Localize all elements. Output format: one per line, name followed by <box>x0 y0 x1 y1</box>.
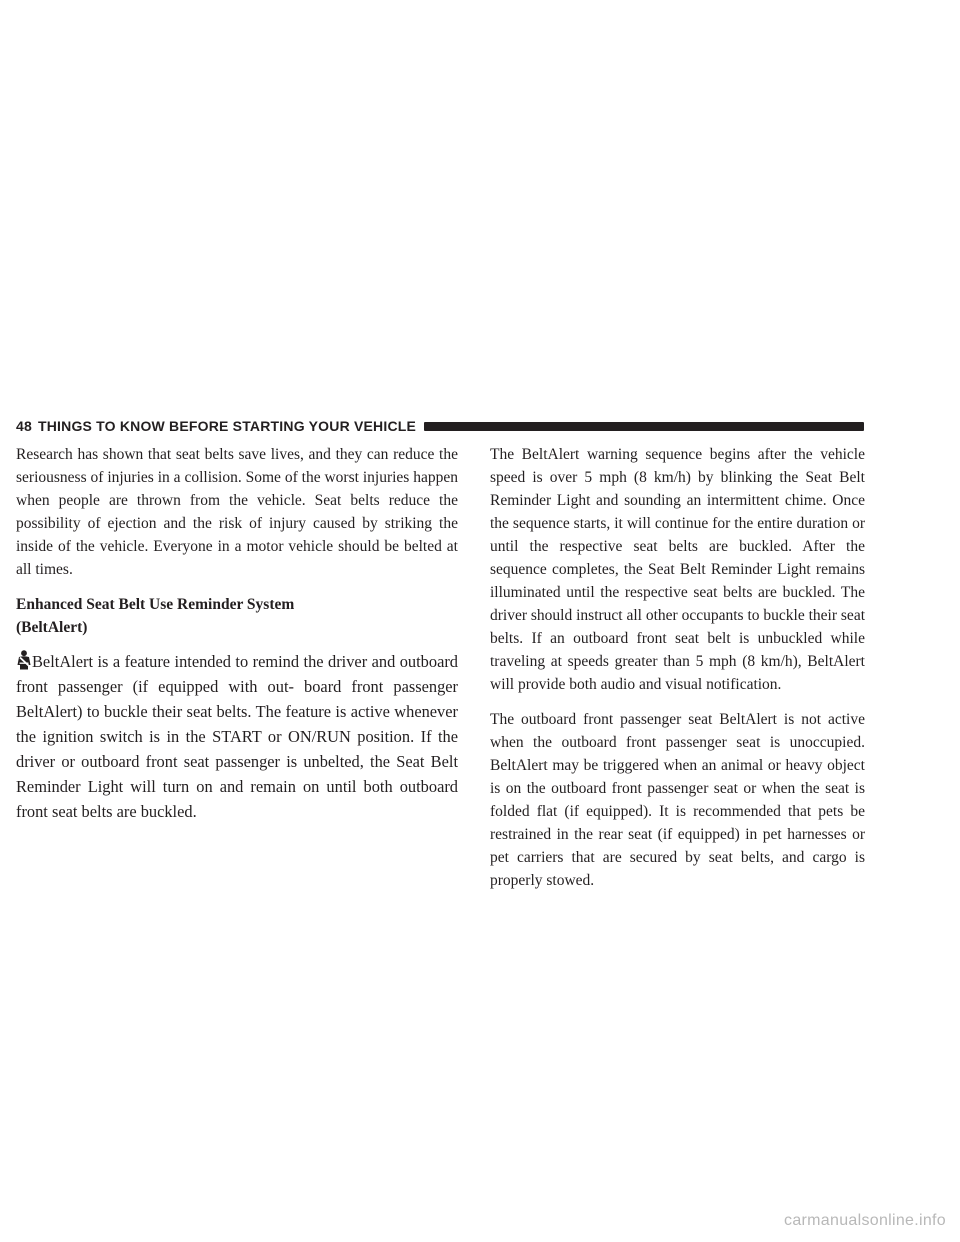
header-rule <box>424 422 864 431</box>
footer-watermark: carmanualsonline.info <box>784 1212 946 1229</box>
subheading-line-2: (BeltAlert) <box>16 619 88 636</box>
intro-paragraph: Research has shown that seat belts save lives, and they can reduce the seriousness of injuries in a collision. Some of the worst injuries happen when people are thrown from the vehicle. Seat belts reduce the possibility of ejection and the risk of injury caused by striking the inside of the vehicle. Everyone in a motor vehicle should be belted at all times. <box>16 446 458 578</box>
subheading-line-1: Enhanced Seat Belt Use Reminder System <box>16 596 295 613</box>
passenger-seat-paragraph: The outboard front passenger seat BeltAlert is not active when the outboard front passenger seat is unoccupied. BeltAlert may be triggered when an animal or heavy object is on the outboard front passenger seat or when the seat is folded flat (if equipped). It is recommended that pets be restrained in the rear seat (if equipped) in pet harnesses or pet carriers that are secured by seat belts, and cargo is properly stowed. <box>490 711 865 889</box>
right-column <box>490 443 865 904</box>
warning-sequence-paragraph: The BeltAlert warning sequence begins after the vehicle speed is over 5 mph (8 km/h) by blinking the Seat Belt Reminder Light and sounding an intermittent chime. Once the sequence starts, it will continue for the entire duration or until the respective seat belts are buckled. After the sequence completes, the Seat Belt Reminder Light remains illuminated until the respective seat belts are buckled. The driver should instruct all other occupants to buckle their seat belts. If an outboard front seat belt is unbuckled while traveling at speeds greater than 5 mph (8 km/h), BeltAlert will provide both audio and visual notification. <box>490 446 865 693</box>
page-number: 48 <box>16 418 32 434</box>
left-column <box>16 443 458 836</box>
section-subheading <box>16 593 458 639</box>
section-title: THINGS TO KNOW BEFORE STARTING YOUR VEHICLE <box>37 418 417 434</box>
page-header <box>16 415 864 437</box>
seat-belt-reminder-icon <box>16 650 32 670</box>
beltalert-paragraph: BeltAlert is a feature intended to remind the driver and outboard front passenger (if equipped with out- board front passenger BeltAlert) to buckle their seat belts. The feature is active whenever the ignition switch is in the START or ON/RUN position. If the driver or outboard front seat passenger is unbelted, the Seat Belt Reminder Light will turn on and remain on until both outboard front seat belts are buckled. <box>16 652 458 821</box>
beltalert-paragraph-container <box>16 649 458 824</box>
